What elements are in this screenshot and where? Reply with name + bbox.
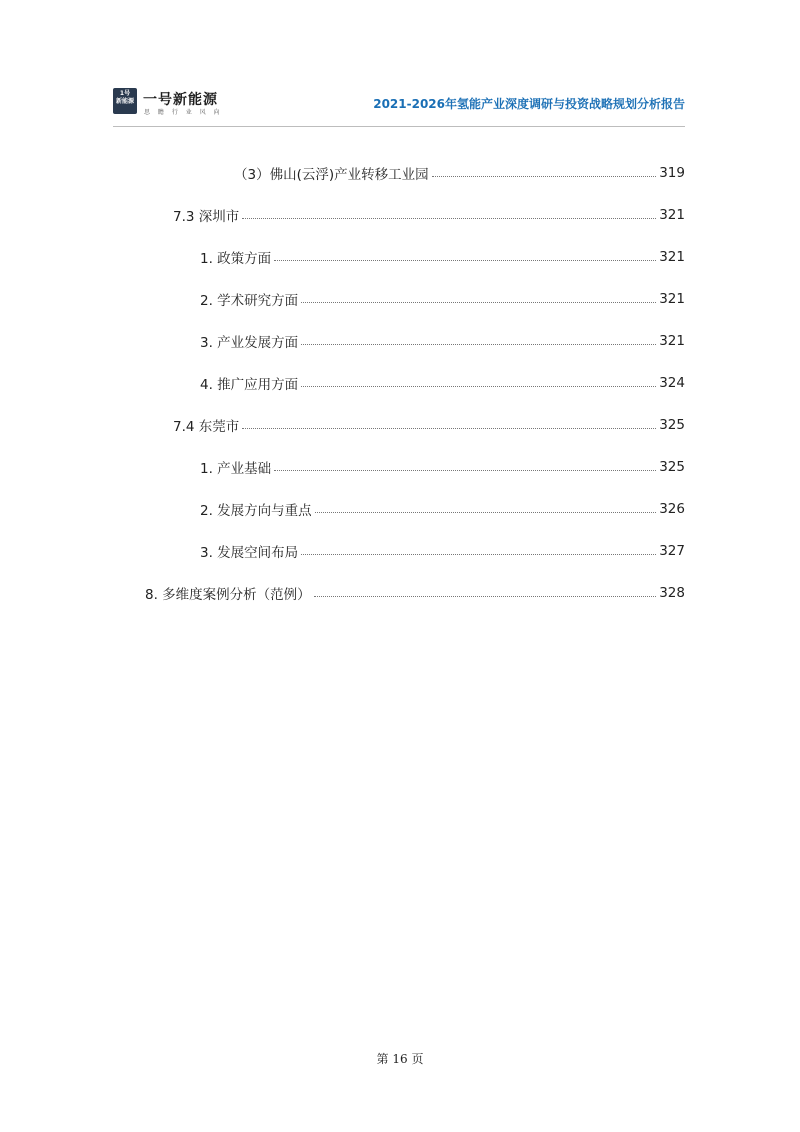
toc-leader <box>314 596 657 597</box>
toc-entry-page: 321 <box>659 291 685 307</box>
toc-entry-page: 325 <box>659 459 685 475</box>
page-header <box>113 86 685 126</box>
toc-leader <box>274 260 656 261</box>
toc-entry-label: 3. 发展空间布局 <box>200 545 299 561</box>
logo-icon-line2: 新能源 <box>115 98 134 105</box>
toc-entry-page: 324 <box>659 375 685 391</box>
logo-icon <box>113 88 137 114</box>
toc-leader <box>242 218 656 219</box>
toc-entry-page: 328 <box>659 585 685 601</box>
toc-entry[interactable] <box>173 204 685 226</box>
toc-entry-label: 4. 推广应用方面 <box>200 377 299 393</box>
toc-entry[interactable] <box>200 456 685 478</box>
toc-entry-label: 1. 产业基础 <box>200 461 272 477</box>
toc-entry-page: 325 <box>659 417 685 433</box>
toc-entry[interactable] <box>200 288 685 310</box>
toc-leader <box>301 386 656 387</box>
report-title: 2021-2026年氢能产业深度调研与投资战略规划分析报告 <box>373 97 685 111</box>
toc-entry-label: 3. 产业发展方面 <box>200 335 299 351</box>
toc-entry[interactable] <box>145 582 685 604</box>
toc-entry-page: 326 <box>659 501 685 517</box>
toc-entry-page: 319 <box>659 165 685 181</box>
logo-name: 一号新能源 <box>143 92 218 108</box>
toc-entry[interactable] <box>200 372 685 394</box>
toc-entry-label: （3）佛山(云浮)产业转移工业园 <box>234 167 429 183</box>
toc-leader <box>242 428 656 429</box>
toc-entry-page: 321 <box>659 333 685 349</box>
logo-icon-line1: 1号 <box>119 90 131 97</box>
toc-entry-label: 1. 政策方面 <box>200 251 272 267</box>
toc-leader <box>315 512 657 513</box>
toc-entry[interactable] <box>200 498 685 520</box>
toc-entry-label: 7.4 东莞市 <box>173 419 240 435</box>
logo-slogan: 思 瞻 行 业 风 向 <box>144 109 223 116</box>
toc-entry[interactable] <box>234 162 685 184</box>
toc-entry-label: 2. 发展方向与重点 <box>200 503 312 519</box>
toc-leader <box>301 344 656 345</box>
toc-entry-page: 321 <box>659 249 685 265</box>
toc-entry-label: 7.3 深圳市 <box>173 209 240 225</box>
header-divider <box>113 126 685 127</box>
toc-entry[interactable] <box>173 414 685 436</box>
toc-entry-page: 327 <box>659 543 685 559</box>
toc-entry-label: 8. 多维度案例分析（范例） <box>145 587 311 603</box>
toc-entry[interactable] <box>200 540 685 562</box>
page-number: 第 16 页 <box>376 1052 424 1066</box>
toc-entry[interactable] <box>200 330 685 352</box>
toc-leader <box>301 554 656 555</box>
toc-leader <box>274 470 656 471</box>
toc-leader <box>432 176 657 177</box>
toc-entry[interactable] <box>200 246 685 268</box>
toc-entry-page: 321 <box>659 207 685 223</box>
toc-entry-label: 2. 学术研究方面 <box>200 293 299 309</box>
toc-leader <box>301 302 656 303</box>
